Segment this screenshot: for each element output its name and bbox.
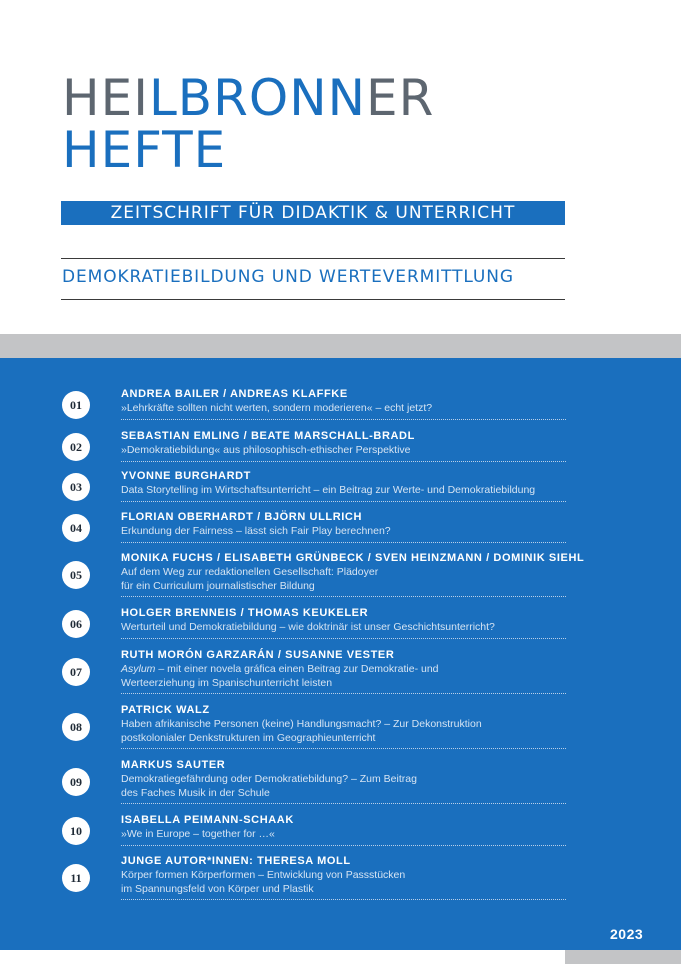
toc-number-badge: 10 [62, 817, 90, 845]
toc-title-text: Demokratiegefährdung oder Demokratiebildung? – Zum Beitrag [121, 773, 417, 785]
toc-dotted-separator [121, 542, 566, 543]
toc-article-title [121, 444, 581, 458]
toc-number-badge: 09 [62, 768, 90, 796]
toc-article-title [121, 525, 581, 539]
toc-title-line1 [121, 663, 581, 677]
toc-title-text: »Demokratiebildung« aus philosophisch-ethischer Perspektive [121, 444, 411, 456]
toc-title-line2: des Faches Musik in der Schule [121, 786, 270, 799]
toc-title-line1 [121, 444, 581, 458]
toc-dotted-separator [121, 596, 566, 597]
toc-article-title [121, 718, 581, 745]
toc-authors: RUTH MORÓN GARZARÁN / SUSANNE VESTER [121, 649, 395, 661]
title-part-grey: HEI [62, 69, 149, 127]
toc-title-text: Körper formen Körperformen – Entwicklung von Passstücken [121, 869, 406, 881]
toc-title-line2: im Spannungsfeld von Körper und Plastik [121, 882, 314, 895]
toc-number-badge: 02 [62, 433, 90, 461]
toc-dotted-separator [121, 803, 566, 804]
toc-title-line1 [121, 773, 581, 787]
toc-number-badge: 03 [62, 473, 90, 501]
toc-title-text: »Lehrkräfte sollten nicht werten, sondern moderieren« – echt jetzt? [121, 402, 433, 414]
toc-title-line2: Werteerziehung im Spanischunterricht leisten [121, 676, 333, 689]
toc-title-text: Haben afrikanische Personen (keine) Handlungsmacht? – Zur Dekonstruktion [121, 718, 482, 730]
toc-article-title [121, 484, 581, 498]
toc-title-text: – mit einer novela gráfica einen Beitrag zur Demokratie- und [155, 663, 439, 675]
toc-dotted-separator [121, 899, 566, 900]
toc-dotted-separator [121, 748, 566, 749]
toc-number-badge: 01 [62, 391, 90, 419]
toc-title-line1 [121, 402, 581, 416]
toc-authors: MONIKA FUCHS / ELISABETH GRÜNBECK / SVEN HEINZMANN / DOMINIK SIEHL [121, 552, 585, 564]
toc-dotted-separator [121, 501, 566, 502]
toc-dotted-separator [121, 461, 566, 462]
toc-dotted-separator [121, 638, 566, 639]
journal-title-line1 [62, 69, 435, 127]
toc-title-text: »We in Europe – together for …« [121, 828, 275, 840]
toc-title-text: Werturteil und Demokratiebildung – wie doktrinär ist unser Geschichtsunterricht? [121, 621, 495, 633]
toc-title-line1 [121, 484, 581, 498]
toc-title-text: Data Storytelling im Wirtschaftsunterricht – ein Beitrag zur Werte- und Demokratiebildung [121, 484, 536, 496]
grey-divider-band [0, 334, 681, 358]
toc-authors: SEBASTIAN EMLING / BEATE MARSCHALL-BRADL [121, 430, 415, 442]
toc-title-line1 [121, 525, 581, 539]
issue-year: 2023 [610, 926, 644, 942]
toc-number-badge: 07 [62, 658, 90, 686]
toc-number-badge: 05 [62, 561, 90, 589]
toc-title-line1 [121, 828, 581, 842]
toc-authors: HOLGER BRENNEIS / THOMAS KEUKELER [121, 607, 369, 619]
toc-article-title [121, 566, 581, 593]
toc-title-line2: postkolonialer Denkstrukturen im Geographieunterricht [121, 731, 376, 744]
toc-article-title [121, 621, 581, 635]
toc-dotted-separator [121, 693, 566, 694]
toc-title-line1 [121, 718, 581, 732]
title-part-blue: LBRONN [148, 69, 366, 127]
toc-authors: ANDREA BAILER / ANDREAS KLAFFKE [121, 388, 348, 400]
toc-authors: FLORIAN OBERHARDT / BJÖRN ULLRICH [121, 511, 363, 523]
grey-footer-block [565, 950, 681, 964]
toc-authors: JUNGE AUTOR*INNEN: THERESA MOLL [121, 855, 351, 867]
journal-subtitle: ZEITSCHRIFT FÜR DIDAKTIK & UNTERRICHT [61, 201, 565, 225]
toc-title-line1 [121, 566, 581, 580]
toc-number-badge: 11 [62, 864, 90, 892]
toc-authors: ISABELLA PEIMANN-SCHAAK [121, 814, 294, 826]
toc-article-title [121, 828, 581, 842]
toc-number-badge: 08 [62, 713, 90, 741]
toc-article-title [121, 773, 581, 800]
toc-title-text: Erkundung der Fairness – lässt sich Fair Play berechnen? [121, 525, 391, 537]
toc-dotted-separator [121, 845, 566, 846]
issue-theme: DEMOKRATIEBILDUNG UND WERTEVERMITTLUNG [62, 267, 514, 287]
journal-masthead [62, 69, 435, 179]
toc-number-badge: 06 [62, 610, 90, 638]
theme-rule-bottom [61, 299, 565, 300]
toc-title-text: Auf dem Weg zur redaktionellen Gesellschaft: Plädoyer [121, 566, 379, 578]
toc-number-badge: 04 [62, 514, 90, 542]
toc-title-line1 [121, 621, 581, 635]
toc-article-title [121, 869, 581, 896]
toc-authors: PATRICK WALZ [121, 704, 210, 716]
toc-authors: MARKUS SAUTER [121, 759, 226, 771]
toc-title-line1 [121, 869, 581, 883]
toc-authors: YVONNE BURGHARDT [121, 470, 251, 482]
toc-article-title [121, 402, 581, 416]
journal-title-line2: HEFTE [62, 121, 227, 179]
title-part-grey-end: ER [366, 69, 435, 127]
toc-title-line2: für ein Curriculum journalistischer Bildung [121, 579, 315, 592]
toc-dotted-separator [121, 419, 566, 420]
toc-title-italic: Asylum [121, 663, 156, 675]
theme-rule-top [61, 258, 565, 259]
toc-article-title [121, 663, 581, 690]
